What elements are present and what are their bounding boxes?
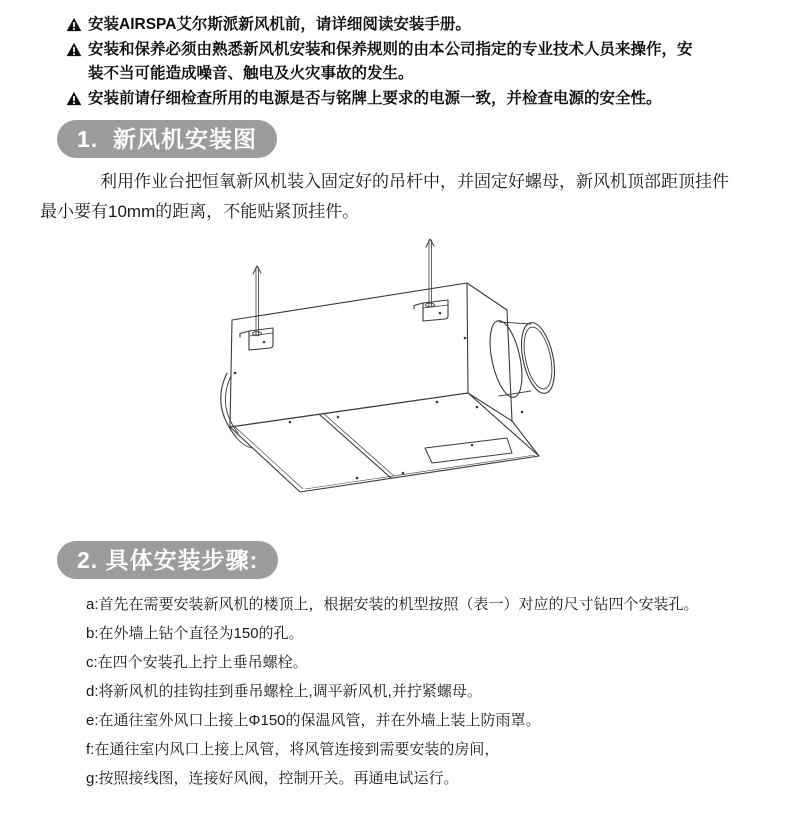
warning-text: 安装前请仔细检查所用的电源是否与铭牌上要求的电源一致，并检查电源的安全性。 bbox=[88, 89, 662, 107]
warning-item bbox=[66, 38, 706, 87]
duct-collar-right bbox=[484, 318, 560, 400]
unit-front-panel bbox=[230, 283, 468, 427]
duct-collar-left bbox=[221, 373, 252, 448]
warning-notice-list bbox=[66, 13, 706, 111]
hanger-rod-left bbox=[253, 266, 262, 336]
bottom-access-panel bbox=[425, 438, 512, 463]
hanger-rod-right bbox=[426, 239, 435, 307]
warning-text: 安装和保养必须由熟悉新风机安装和保养规则的由本公司指定的专业技术人员来操作，安装不当可能造成噪音、触电及火灾事故的发生。 bbox=[88, 40, 693, 82]
warning-triangle-icon bbox=[66, 13, 83, 38]
warning-triangle-icon bbox=[66, 38, 83, 87]
step-g: g:按照接线图，连接好风阀，控制开关。再通电试运行。 bbox=[86, 770, 459, 787]
section1-title: 1. 新风机安装图 bbox=[57, 120, 277, 158]
rivet-dots bbox=[234, 337, 524, 480]
step-e: e:在通往室外风口上接上Φ150的保温风管，并在外墙上装上防雨罩。 bbox=[86, 712, 541, 729]
section1-paragraph: 利用作业台把恒氧新风机装入固定好的吊杆中，并固定好螺母，新风机顶部距顶挂件最小要有10mm的距离，不能贴紧顶挂件。 bbox=[40, 172, 729, 221]
section2-title: 2. 具体安装步骤: bbox=[57, 541, 278, 579]
warning-item bbox=[66, 87, 706, 112]
step-a: a:首先在需要安装新风机的楼顶上，根据安装的机型按照（表一）对应的尺寸钻四个安装孔。 bbox=[86, 596, 699, 613]
warning-triangle-icon bbox=[66, 87, 83, 112]
step-f: f:在通往室内风口上接上风管，将风管连接到需要安装的房间， bbox=[86, 741, 500, 758]
unit-body bbox=[230, 283, 539, 492]
warning-item bbox=[66, 13, 706, 38]
installation-steps bbox=[86, 596, 754, 799]
unit-side-panel bbox=[467, 283, 512, 421]
installation-diagram bbox=[190, 225, 610, 535]
step-d: d:将新风机的挂钩挂到垂吊螺栓上,调平新风机,并拧紧螺母。 bbox=[86, 683, 482, 700]
step-c: c:在四个安装孔上拧上垂吊螺栓。 bbox=[86, 654, 308, 671]
warning-text: 安装AIRSPA艾尔斯派新风机前，请详细阅读安装手册。 bbox=[88, 16, 471, 33]
step-b: b:在外墙上钻个直径为150的孔。 bbox=[86, 625, 304, 642]
